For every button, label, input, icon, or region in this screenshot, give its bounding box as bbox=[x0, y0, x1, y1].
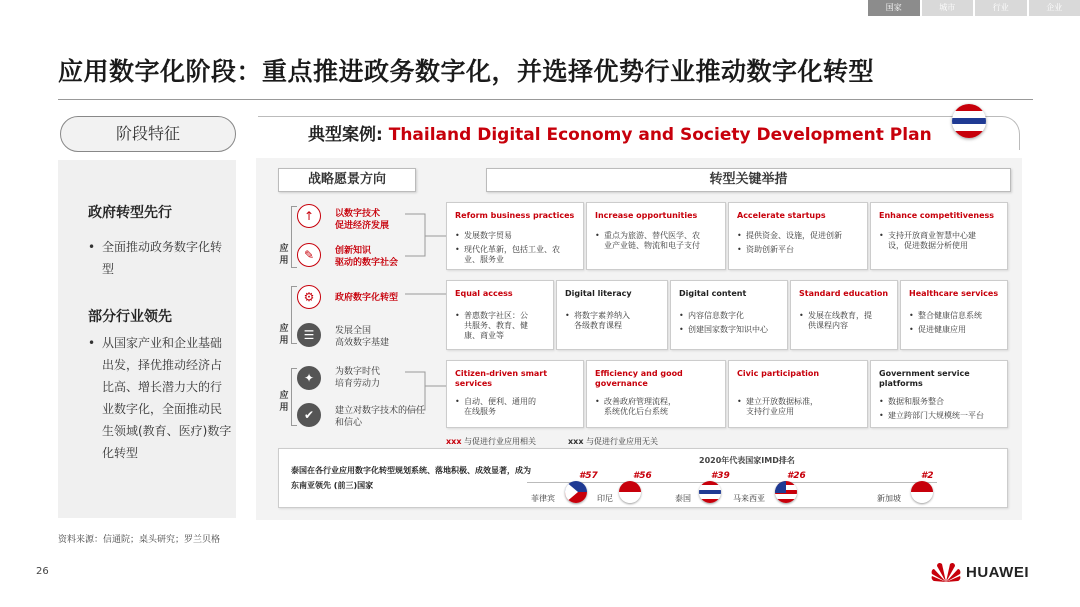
measure-card: Digital content • 内容信息数字化 • 创建国家数字知识中心 bbox=[670, 280, 788, 350]
country-philippines: 菲律宾 bbox=[531, 494, 555, 503]
rank-malaysia: #26 bbox=[787, 471, 806, 481]
rank-thailand: #39 bbox=[711, 471, 730, 481]
page-title: 应用数字化阶段：重点推进政务数字化，并选择优势行业推动数字化转型 bbox=[58, 57, 875, 86]
malaysia-flag bbox=[775, 481, 797, 503]
measures-header: 转型关键举措 bbox=[486, 168, 1011, 192]
huawei-logo: HUAWEI bbox=[930, 560, 1050, 586]
thailand-flag bbox=[952, 104, 986, 138]
stage-characteristics-label: 阶段特征 bbox=[60, 116, 236, 152]
country-thailand: 泰国 bbox=[675, 494, 691, 503]
gov-transform-heading: 政府转型先行 bbox=[88, 205, 172, 221]
growth-icon: ↑ bbox=[297, 204, 321, 228]
vision-3: 政府数字化转型 bbox=[335, 293, 399, 303]
measure-card: Efficiency and good governance • 改善政府管理流程， 系统优化后台系统 bbox=[586, 360, 726, 428]
measure-card: Digital literacy • 将数字素养纳入 各级教育课程 bbox=[556, 280, 668, 350]
country-malaysia: 马来西亚 bbox=[733, 494, 765, 503]
left-panel: 政府转型先行 • 全面推动政务数字化转型 部分行业领先 • 从国家产业和企业基础出发，择优推动经济占比高、增长潜力大的行业数字化，全面推动民生领域(教育、医疗)数字化转型 bbox=[58, 160, 236, 518]
top-nav-tabs bbox=[868, 0, 1080, 16]
ranking-description: 泰国在各行业应用数字化转型规划系统、落地积极、成效显著，成为东南亚领先 (前三)国家 bbox=[291, 466, 531, 490]
country-indonesia: 印尼 bbox=[597, 494, 613, 503]
measure-card: Increase opportunities • 重点为旅游、替代医学、农 业产业链、物流和电子支付 bbox=[586, 202, 726, 270]
measure-card: Citizen-driven smart services • 自动、便利、通用的 在线服务 bbox=[446, 360, 584, 428]
group-label: 应用 bbox=[277, 243, 291, 267]
workforce-icon: ✦ bbox=[297, 366, 321, 390]
industry-lead-heading: 部分行业领先 bbox=[88, 309, 172, 325]
singapore-flag bbox=[911, 481, 933, 503]
philippines-flag bbox=[565, 481, 587, 503]
tab-industry[interactable]: 行业 bbox=[975, 0, 1027, 16]
ranking-axis bbox=[527, 482, 937, 483]
vision-5: 为数字时代 培育劳动力 bbox=[335, 367, 381, 389]
legend-unrelated: xxx 与促进行业应用无关 bbox=[568, 437, 659, 446]
measure-card: Standard education • 发展在线教育，提 供课程内容 bbox=[790, 280, 898, 350]
rank-indonesia: #56 bbox=[633, 471, 652, 481]
measure-card: Civic participation • 建立开放数据标准， 支持行业应用 bbox=[728, 360, 868, 428]
connector-arrows bbox=[400, 196, 450, 436]
measure-card: Equal access • 普惠数字社区：公 共服务、教育、健 康、商业等 bbox=[446, 280, 554, 350]
measure-card: Reform business practices • 发展数字贸易 • 现代化革新，包括工业、农 业、服务业 bbox=[446, 202, 584, 270]
title-divider bbox=[58, 99, 1033, 100]
country-singapore: 新加坡 bbox=[877, 494, 901, 503]
group-label: 应用 bbox=[277, 323, 291, 347]
vision-6: 建立对数字技术的信任 和信心 bbox=[335, 406, 426, 428]
vision-2: 创新知识 驱动的数字社会 bbox=[335, 246, 399, 268]
measure-card: Healthcare services • 整合健康信息系统 • 促进健康应用 bbox=[900, 280, 1008, 350]
measure-card: Government service platforms • 数据和服务整合 • 建立跨部门大规模统一平台 bbox=[870, 360, 1008, 428]
imd-ranking-box bbox=[278, 448, 1008, 508]
tab-country[interactable]: 国家 bbox=[868, 0, 920, 16]
legend-related: xxx 与促进行业应用相关 bbox=[446, 437, 537, 446]
page-number: 26 bbox=[36, 566, 49, 577]
case-title: 典型案例: Thailand Digital Economy and Society Development Plan bbox=[308, 125, 932, 145]
tab-enterprise[interactable]: 企业 bbox=[1029, 0, 1080, 16]
rank-philippines: #57 bbox=[579, 471, 598, 481]
rank-singapore: #2 bbox=[921, 471, 934, 481]
thailand-flag bbox=[699, 481, 721, 503]
tab-city[interactable]: 城市 bbox=[922, 0, 974, 16]
measure-card: Enhance competitiveness • 支持开放商业智慧中心建 设，促进数据分析使用 bbox=[870, 202, 1008, 270]
gov-digital-icon: ⚙ bbox=[297, 285, 321, 309]
source-note: 资料来源：信通院；桌头研究；罗兰贝格 bbox=[58, 535, 221, 545]
indonesia-flag bbox=[619, 481, 641, 503]
group-label: 应用 bbox=[277, 390, 291, 414]
vision-1: 以数字技术 促进经济发展 bbox=[335, 209, 390, 231]
measure-card: Accelerate startups • 提供资金、设施，促进创新 • 资助创新平台 bbox=[728, 202, 868, 270]
ranking-title: 2020年代表国家IMD排名 bbox=[699, 456, 795, 465]
vision-4: 发展全国 高效数字基建 bbox=[335, 326, 390, 348]
vision-header: 战略愿景方向 bbox=[278, 168, 416, 192]
knowledge-icon: ✎ bbox=[297, 243, 321, 267]
infrastructure-icon: ☰ bbox=[297, 323, 321, 347]
trust-shield-icon: ✔ bbox=[297, 403, 321, 427]
